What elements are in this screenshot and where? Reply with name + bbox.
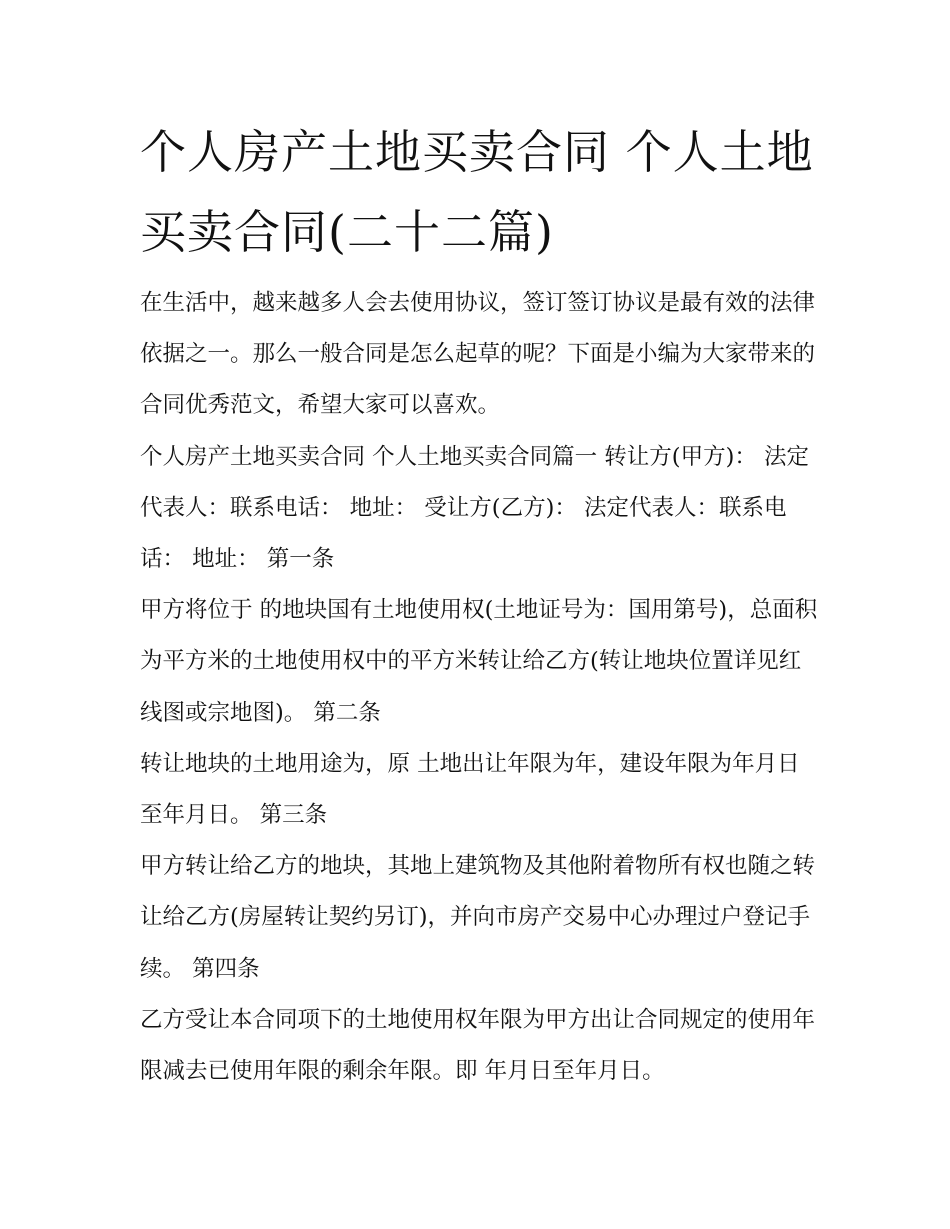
paragraph-article-4: 乙方受让本合同项下的土地使用权年限为甲方出让合同规定的使用年限减去已使用年限的剩余年限。即 年月日至年月日。: [140, 1006, 816, 1085]
paragraph-article-1: 甲方将位于 的地块国有土地使用权(土地证号为：国用第号)，总面积为平方米的土地使用权中的平方米转让给乙方(转让地块位置详见红线图或宗地图)。 第二条: [140, 597, 818, 726]
paragraph-article-3: 甲方转让给乙方的地块，其地上建筑物及其他附着物所有权也随之转让给乙方(房屋转让契约另订)，并向市房产交易中心办理过户登记手续。 第四条: [140, 853, 816, 982]
document-title: 个人房产土地买卖合同 个人土地买卖合同(二十二篇): [140, 125, 814, 259]
paragraph-intro: 在生活中，越来越多人会去使用协议，签订签订协议是最有效的法律依据之一。那么一般合同是怎么起草的呢？下面是小编为大家带来的合同优秀范文，希望大家可以喜欢。: [140, 290, 816, 419]
document-body: [140, 278, 820, 1097]
paragraph-article-2: 转让地块的土地用途为，原 土地出让年限为年，建设年限为年月日至年月日。 第三条: [140, 750, 800, 829]
paragraph-parties: 个人房产土地买卖合同 个人土地买卖合同篇一 转让方(甲方)： 法定代表人：联系电话： 地址： 受让方(乙方)： 法定代表人：联系电话： 地址： 第一条: [140, 443, 810, 573]
